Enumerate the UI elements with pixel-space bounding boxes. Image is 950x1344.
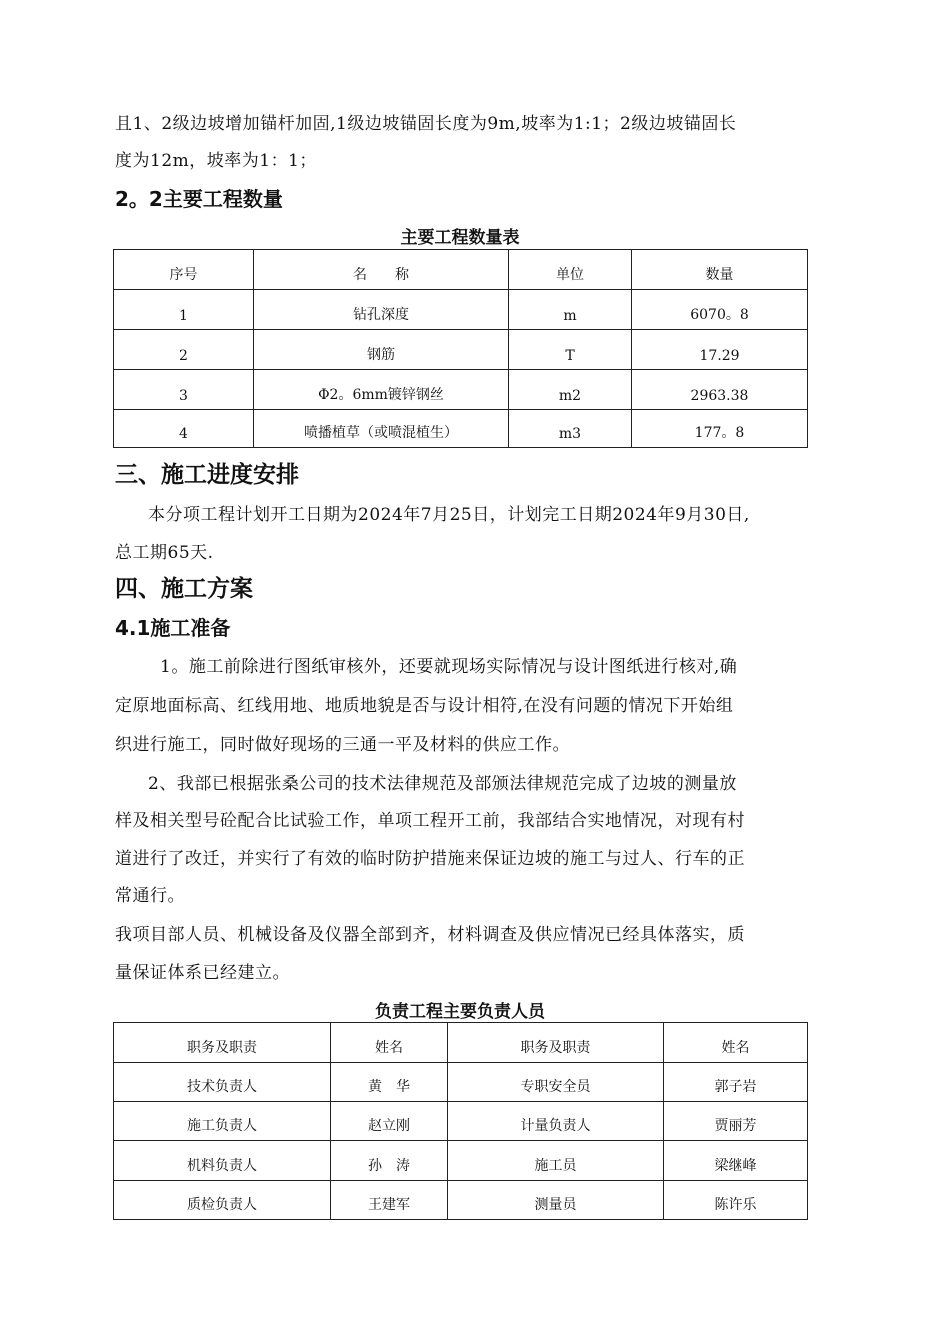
table-cell: m <box>509 290 632 330</box>
prep-p1-line-1: 1。施工前除进行图纸审核外，还要就现场实际情况与设计图纸进行核对,确 <box>160 657 738 677</box>
table-cell: 机料负责人 <box>114 1141 331 1181</box>
intro-line-2: 度为12m，坡率为1：1； <box>115 151 317 171</box>
schedule-line-2: 总工期65天. <box>115 543 214 563</box>
schedule-line-1: 本分项工程计划开工日期为2024年7月25日，计划完工日期2024年9月30日, <box>148 505 750 525</box>
table-cell: 孙 涛 <box>331 1141 448 1181</box>
table-row <box>114 370 808 410</box>
table-row <box>114 330 808 370</box>
prep-p2-line-1: 2、我部已根据张桑公司的技术法律规范及部颁法律规范完成了边坡的测量放 <box>148 774 737 794</box>
table-cell: 测量员 <box>448 1181 664 1220</box>
section-heading-4: 四、施工方案 <box>115 576 253 602</box>
table-cell: 1 <box>114 290 254 330</box>
prep-p2-line-4: 常通行。 <box>115 886 185 906</box>
header-cell: 职务及职责 <box>114 1023 331 1063</box>
table-cell: 177。8 <box>632 410 808 448</box>
table-cell: m3 <box>509 410 632 448</box>
table-cell: 钻孔深度 <box>254 290 509 330</box>
header-cell: 单位 <box>509 250 632 290</box>
table-cell: 4 <box>114 410 254 448</box>
header-cell: 序号 <box>114 250 254 290</box>
header-cell: 姓名 <box>331 1023 448 1063</box>
table-row <box>114 290 808 330</box>
section-heading-3: 三、施工进度安排 <box>115 462 299 488</box>
table-cell: 6070。8 <box>632 290 808 330</box>
prep-p2-line-2: 样及相关型号砼配合比试验工作，单项工程开工前，我部结合实地情况，对现有村 <box>115 811 745 831</box>
quantity-table-caption: 主要工程数量表 <box>400 228 520 248</box>
table-cell: 钢筋 <box>254 330 509 370</box>
table-cell: T <box>509 330 632 370</box>
table-cell: 郭子岩 <box>664 1063 808 1102</box>
prep-p3-line-2: 量保证体系已经建立。 <box>115 963 290 983</box>
table-cell: 陈许乐 <box>664 1181 808 1220</box>
table-cell: 梁继峰 <box>664 1141 808 1181</box>
header-cell: 职务及职责 <box>448 1023 664 1063</box>
prep-p1-line-2: 定原地面标高、红线用地、地质地貌是否与设计相符,在没有问题的情况下开始组 <box>115 696 734 716</box>
table-header-row <box>114 250 808 290</box>
header-cell: 姓名 <box>664 1023 808 1063</box>
header-cell: 名 称 <box>254 250 509 290</box>
section-heading-4-1: 4.1施工准备 <box>115 616 231 640</box>
prep-p2-line-3: 道进行了改迁，并实行了有效的临时防护措施来保证边坡的施工与过人、行车的正 <box>115 849 745 869</box>
header-cell: 数量 <box>632 250 808 290</box>
table-row <box>114 1063 808 1102</box>
table-cell: 2963.38 <box>632 370 808 410</box>
table-cell: 质检负责人 <box>114 1181 331 1220</box>
table-row <box>114 1181 808 1220</box>
staff-table-caption: 负责工程主要负责人员 <box>375 1002 545 1022</box>
table-cell: 施工负责人 <box>114 1102 331 1141</box>
table-cell: m2 <box>509 370 632 410</box>
table-cell: 施工员 <box>448 1141 664 1181</box>
prep-p1-line-3: 织进行施工，同时做好现场的三通一平及材料的供应工作。 <box>115 735 570 755</box>
table-cell: 3 <box>114 370 254 410</box>
table-cell: 王建军 <box>331 1181 448 1220</box>
table-row <box>114 1141 808 1181</box>
table-cell: 赵立刚 <box>331 1102 448 1141</box>
table-cell: 专职安全员 <box>448 1063 664 1102</box>
staff-table <box>113 1022 808 1220</box>
table-cell: 贾丽芳 <box>664 1102 808 1141</box>
table-cell: 17.29 <box>632 330 808 370</box>
table-header-row <box>114 1023 808 1063</box>
intro-line-1: 且1、2级边坡增加锚杆加固,1级边坡锚固长度为9m,坡率为1:1；2级边坡锚固长 <box>115 114 737 134</box>
table-cell: 黄 华 <box>331 1063 448 1102</box>
table-cell: 技术负责人 <box>114 1063 331 1102</box>
quantity-table <box>113 249 808 448</box>
table-row <box>114 410 808 448</box>
prep-p3-line-1: 我项目部人员、机械设备及仪器全部到齐，材料调查及供应情况已经具体落实，质 <box>115 925 745 945</box>
table-cell: 计量负责人 <box>448 1102 664 1141</box>
table-cell: 喷播植草（或喷混植生） <box>254 410 509 448</box>
table-row <box>114 1102 808 1141</box>
table-cell: 2 <box>114 330 254 370</box>
section-heading-2-2: 2。2主要工程数量 <box>115 187 283 211</box>
table-cell: Φ2。6mm镀锌钢丝 <box>254 370 509 410</box>
